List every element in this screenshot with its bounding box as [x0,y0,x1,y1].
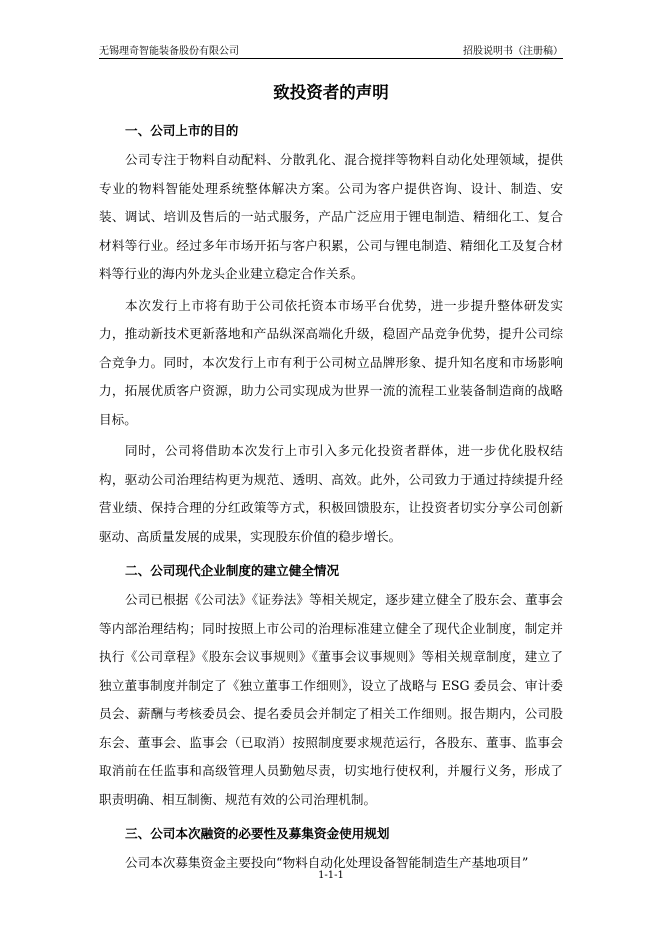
section-1 [99,119,563,551]
section-heading: 三、公司本次融资的必要性及募集资金使用规划 [125,826,390,841]
header-rule [99,58,563,59]
document-body [99,119,563,878]
page-title: 致投资者的声明 [273,83,389,102]
paragraph: 公司本次募集资金主要投向“物料自动化处理设备智能制造生产基地项目” [125,855,529,870]
section-heading: 二、公司现代企业制度的建立健全情况 [125,563,340,578]
paragraph: 本次发行上市将有助于公司依托资本市场平台优势，进一步提升整体研发实力，推动新技术更新落地和产品纵深高端化升级，稳固产品竞争优势，提升公司综合竞争力。同时，本次发行上市有利于公司树立品牌形象、提升知名度和市场影响力，拓展优质客户资源，助力公司实现成为世界一流的流程工业装备制造商的战略目标。 [99,297,563,427]
paragraph: 公司专注于物料自动配料、分散乳化、混合搅拌等物料自动化处理领域，提供专业的物料智能处理系统整体解决方案。公司为客户提供咨询、设计、制造、安装、调试、培训及售后的一站式服务，产品广泛应用于锂电制造、精细化工、复合材料等行业。经过多年市场开拓与客户积累，公司与锂电制造、精细化工及复合材料等行业的海内外龙头企业建立稳定合作关系。 [99,152,563,281]
paragraph: 公司已根据《公司法》《证券法》等相关规定，逐步建立健全了股东会、董事会等内部治理结构；同时按照上市公司的治理标准建立健全了现代企业制度，制定并执行《公司章程》《股东会议事规则》《董事会议事规则》等相关规章制度，建立了独立董事制度并制定了《独立董事工作细则》，设立了战略与 ESG 委员会、审计委员会、薪酬与考核委员会、提名委员会并制定了相关工作细则。报告期内，公司股东会、董事会、监事会（已取消）按照制度要求规范运行，各股东、董事、监事会取消前在任监事和高级管理人员勤勉尽责，切实地行使权利，并履行义务，形成了职责明确、相互制衡、规范有效的公司治理机制。 [99,592,563,807]
section-heading: 一、公司上市的目的 [125,123,239,138]
header-company: 无锡理奇智能装备股份有限公司 [99,46,239,57]
paragraph: 同时，公司将借助本次发行上市引入多元化投资者群体，进一步优化股权结构，驱动公司治理结构更为规范、透明、高效。此外，公司致力于通过持续提升经营业绩、保持合理的分红政策等方式，积极回馈股东，让投资者切实分享公司创新驱动、高质量发展的成果，实现股东价值的稳步增长。 [99,443,563,544]
header-doc-title: 招股说明书（注册稿） [463,46,563,57]
page-number: 1-1-1 [318,870,344,881]
section-2 [99,559,563,814]
